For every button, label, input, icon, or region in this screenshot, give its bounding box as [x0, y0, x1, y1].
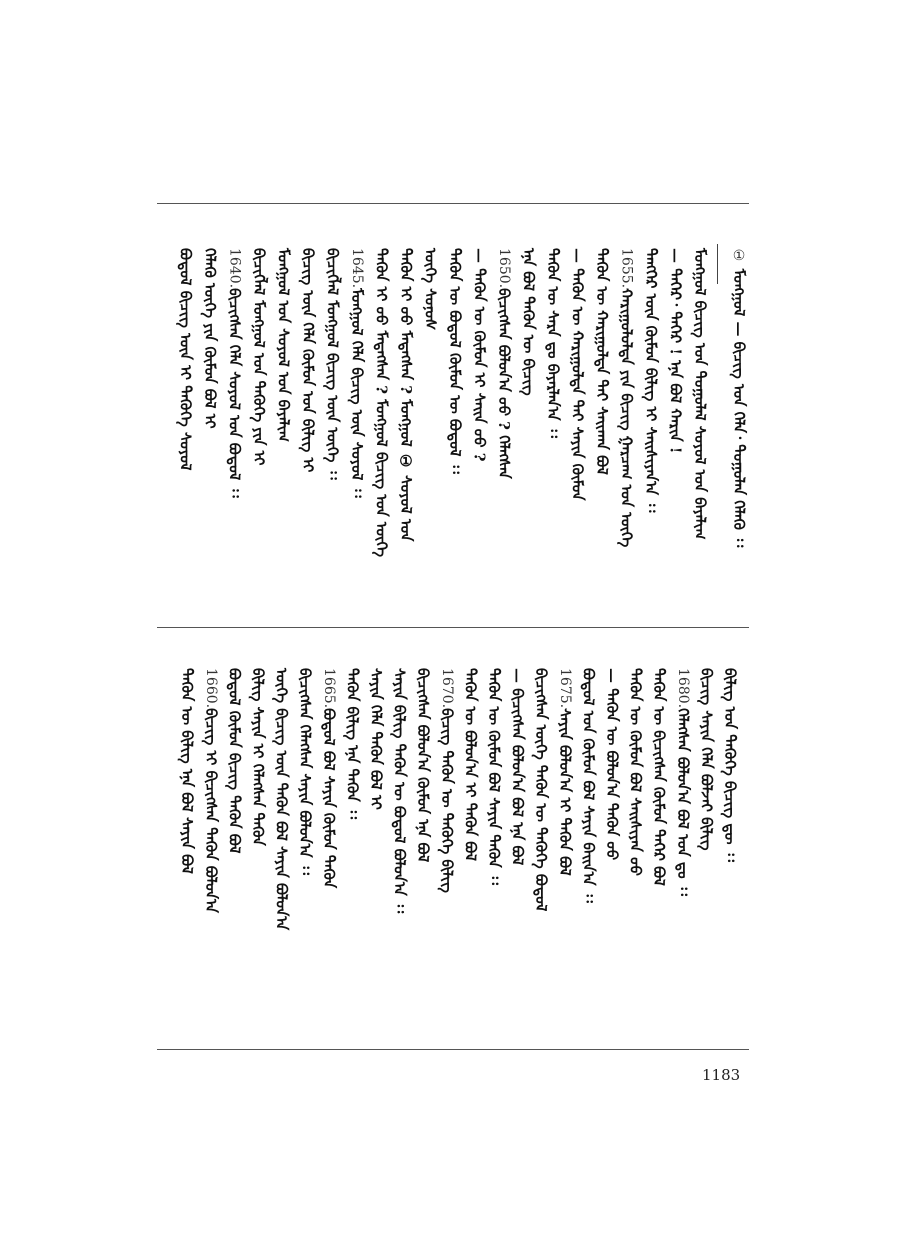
line-text: ᠦᠭᠡ ᠪᠢᠴᠢᠭ᠌ ᠦᠨ ᠲᠡᠭᠦᠨ ᠪᠣᠯ ᠰᠠᠶᠢᠨ ᠪᠣᠯᠤᠨ᠎ᠠ — [272, 668, 291, 931]
line-text: ᠪᠢᠴᠢᠭᠯᠡᠯ ᠮᠣᠩᠭᠣᠯ ᠪᠢᠴᠢᠭ᠌ ᠦᠨ ᠦᠭᠡ ᠄᠄ — [323, 248, 342, 480]
line-number: 1650. — [496, 248, 512, 289]
line-text: ᠲᠡᠭᠦᠨ ᠦ ᠬᠠᠷᠢᠭᠤᠯᠲᠠ ᠲᠠᠢ ᠰᠠᠢᠬᠠᠨ ᠪᠣᠯ — [593, 248, 611, 475]
line-number: 1680. — [674, 668, 691, 709]
text-line — [675, 668, 690, 896]
text-line — [374, 248, 389, 557]
text-line — [178, 668, 197, 874]
bottom-rule — [157, 1049, 749, 1050]
text-line — [579, 668, 598, 903]
text-line — [414, 668, 433, 863]
line-text: ᠲᠡᠭᠦᠨ ᠦ ᠪᠣᠯᠤᠨ᠎ᠠ ᠢ ᠲᠡᠭᠦᠨ ᠪᠣᠯ — [461, 668, 480, 862]
text-line — [570, 248, 585, 501]
line-text: ᠪᠢᠴᠢᠭ᠌ ᠰᠠᠶᠢᠨ ᠬᠡᠯᠡ ᠪᠣᠯᠵᠠᠢ ᠪᠢᠯᠢᠭ᠌ — [697, 668, 716, 851]
text-line — [722, 668, 737, 862]
line-text: ᠲᠡᠭᠦᠨ ᠢ ᠤᠤ ᠮᠡᠳᠡᠭᠰᠡᠨ ? ᠮᠣᠩᠭᠣᠯ ① ᠰᠣᠶᠣᠯ ᠤᠨ — [397, 248, 415, 542]
footnote — [731, 248, 746, 547]
text-line — [325, 248, 340, 480]
text-line — [643, 248, 658, 512]
line-text: ᠲᠡᠭᠦᠨ ᠪᠢᠯᠢᠭ᠌ ᠡᠨᠡ ᠲᠡᠭᠦᠨ ᠄᠄ — [343, 668, 362, 820]
text-line — [697, 668, 716, 851]
text-line — [321, 668, 336, 888]
line-text: ᠪᠢᠴᠢᠭᠰᠡᠨ ᠬᠡᠯᠡ ᠰᠣᠶᠣᠯ ᠤᠨ ᠪᠣᠳᠣᠯ ᠄᠄ — [225, 288, 244, 498]
text-line — [276, 248, 291, 442]
upper-text-panel — [157, 204, 749, 627]
text-line — [650, 668, 669, 886]
text-line — [178, 248, 193, 471]
line-text: ᠪᠢᠴᠢᠭ᠌ ᠦᠨ ᠬᠡᠯᠡ ᠬᠦᠮᠦᠨ ᠤᠨ ᠪᠢᠯᠢᠭ᠌ ᠢ — [299, 248, 317, 473]
line-text: ᠪᠣᠳᠣᠯ ᠪᠢᠴᠢᠭ᠌ ᠦᠨ ᠢ ᠲᠡᠭᠦᠬᠡ ᠰᠣᠶᠣᠯ — [176, 248, 195, 471]
line-text: ᠲᠡᠩᠭᠡᠷ ᠦᠨ ᠬᠦᠮᠦᠨ ᠪᠢᠯᠢᠭ᠌ ᠢ ᠰᠠᠢᠰᠢᠶᠠᠨ᠎ᠠ ᠄᠄ — [642, 248, 660, 513]
line-text: ᠮᠣᠩᠭᠣᠯ ᠬᠡᠯᠡ ᠪᠢᠴᠢᠭ᠌ ᠦᠨ ᠰᠣᠶᠣᠯ ᠄᠄ — [348, 288, 366, 498]
text-line — [398, 248, 413, 541]
line-text: ᠰᠠᠶᠢᠨ ᠪᠣᠯᠤᠨ᠎ᠠ ᠢ ᠲᠡᠭᠦᠨ ᠪᠣᠯ — [555, 708, 574, 876]
text-line — [472, 248, 487, 461]
line-text: ᠪᠢᠴᠢᠭᠰᠡᠨ ᠦᠭᠡ ᠲᠡᠭᠦᠨ ᠦ ᠲᠡᠭᠦᠬᠡ ᠪᠣᠳᠣᠯ — [532, 668, 551, 912]
footnote-separator — [717, 244, 718, 284]
line-text: ᠮᠣᠩᠭᠣᠯ ᠪᠢᠴᠢᠭ᠌ ᠤᠨ ᠳᠤᠭᠤᠯᠠᠯ ᠰᠣᠶᠣᠯ ᠤᠨ ᠪᠠᠶᠠᠯᠢᠭ — [691, 248, 709, 540]
text-line — [545, 248, 560, 438]
text-line — [274, 668, 289, 930]
text-line — [692, 248, 707, 540]
text-line — [628, 668, 643, 876]
line-text: ᠰᠠᠶᠢᠨ ᠬᠡᠯᠡ ᠲᠡᠭᠦᠨ ᠪᠣᠯ ᠢ — [367, 668, 385, 810]
line-text: ᠪᠢᠴᠢᠭ᠌ ᠲᠡᠭᠦᠨ ᠦ ᠲᠡᠭᠦᠬᠡ ᠪᠢᠯᠢᠭ᠌ — [437, 708, 456, 893]
line-text: ᠪᠢᠯᠢᠭ᠌ ᠰᠠᠶᠢᠨ ᠢ ᠬᠡᠯᠡᠭᠰᠡᠨ ᠲᠡᠭᠦᠨ — [249, 668, 267, 846]
line-text: ᠲᠡᠭᠦᠨ ᠦ ᠰᠠᠷᠠ ᠳᠤ ᠪᠠᠶᠠᠷᠯᠠᠨ᠎ᠠ ᠄᠄ — [544, 248, 562, 438]
line-text: ᠬᠠᠷᠢᠭᠤᠯᠤᠯᠲᠠ ᠶᠢᠨ ᠪᠢᠴᠢᠭ᠌ ᠭᠠᠷᠴᠠᠭ ᠤᠨ ᠦᠭᠡ — [617, 288, 636, 548]
text-line — [510, 668, 525, 865]
line-text: — ᠲᠡᠭᠦᠨ ᠦ ᠬᠠᠷᠢᠭᠤᠯᠲᠠ ᠲᠠᠢ ᠰᠠᠶᠢᠨ ᠬᠦᠮᠦᠨ — [568, 248, 587, 501]
line-text: ᠪᠢᠴᠢᠭ᠌ ᠢ ᠪᠢᠴᠢᠭᠰᠡᠨ ᠲᠡᠭᠦᠨ ᠪᠣᠯᠤᠨ᠎ᠠ — [201, 708, 220, 913]
text-line — [227, 248, 242, 498]
line-text: — ᠲᠡᠭᠦᠨ ᠦ ᠬᠦᠮᠦᠨ ᠢ ᠰᠠᠢᠨ ᠤᠤ ? — [470, 248, 489, 462]
line-text: — ᠲᠡᠭᠡᠷ᠂ ᠲᠡᠭᠡᠷ ! ᠡᠨᠡ ᠪᠣᠯ ᠬᠠᠷᠢᠨ ! — [666, 248, 685, 454]
text-line — [203, 668, 218, 913]
line-text: ᠪᠢᠴᠢᠭᠯᠡᠯ ᠮᠣᠩᠭᠣᠯ ᠤᠨ ᠲᠡᠭᠦᠬᠡ ᠶᠢᠨ ᠢ — [250, 248, 268, 466]
line-number: 1655. — [618, 248, 635, 289]
line-number: 1665. — [320, 668, 337, 709]
text-line — [225, 668, 244, 854]
text-line — [521, 248, 536, 396]
line-text: ᠪᠣᠳᠣᠯ ᠪᠣᠯ ᠰᠠᠶᠢᠨ ᠬᠦᠮᠦᠨ ᠲᠡᠭᠦᠨ — [319, 708, 338, 889]
line-text: ᠰᠠᠶᠢᠨ ᠪᠢᠯᠢᠭ᠌ ᠲᠡᠭᠦᠨ ᠦ ᠪᠣᠳᠣᠯ ᠪᠣᠯᠤᠨ᠎ᠠ ᠄᠄ — [390, 668, 409, 914]
line-text: — ᠲᠡᠭᠦᠨ ᠦ ᠪᠣᠯᠤᠨ᠎ᠠ ᠲᠡᠭᠦᠨ ᠤᠤ — [603, 668, 621, 861]
text-line — [619, 248, 634, 547]
line-text: ᠲᠡᠭᠦᠨ ᠦ ᠪᠢᠯᠢᠭ᠌ ᠡᠨᠡ ᠪᠣᠯ ᠰᠠᠶᠢᠨ ᠪᠣᠯ — [178, 668, 197, 874]
text-line — [202, 248, 217, 429]
text-line — [423, 248, 438, 330]
text-line — [461, 668, 480, 862]
lower-text-panel — [157, 628, 749, 1049]
line-text: — ᠪᠢᠴᠢᠭᠰᠡᠨ ᠪᠣᠯᠤᠨ᠎ᠠ ᠪᠣᠯ ᠡᠨᠡ ᠪᠣᠯ — [508, 668, 527, 866]
line-text: ᠬᠡᠯᠡᠬᠦ ᠦᠭᠡ ᠶᠢᠨ ᠬᠦᠮᠦᠨ ᠪᠣᠯ ᠢ — [201, 248, 219, 429]
footnote-marker: ① — [731, 248, 747, 264]
text-line — [300, 248, 315, 472]
line-number: 1675. — [556, 668, 573, 709]
line-number: 1670. — [438, 668, 455, 709]
line-text: ᠲᠡᠭᠦᠨ ᠢ ᠤᠤ ᠮᠡᠳᠡᠭᠰᠡᠨ ? ᠮᠣᠩᠭᠣᠯ ᠪᠢᠴᠢᠭ᠌ ᠤᠨ ᠦᠭᠡ — [372, 248, 391, 557]
text-line — [343, 668, 362, 820]
line-text: ᠪᠢᠴᠢᠭᠰᠡᠨ ᠬᠡᠯᠡᠭᠰᠡᠨ ᠰᠠᠶᠢᠨ ᠪᠣᠯᠤᠨ᠎ᠠ ᠄᠄ — [296, 668, 315, 875]
text-line — [557, 668, 572, 876]
line-text: ᠪᠢᠯᠢᠭ᠌ ᠤᠨ ᠲᠡᠭᠦᠬᠡ ᠪᠢᠴᠢᠭ᠌ ᠳᠦ ᠄᠄ — [721, 668, 739, 862]
text-line — [296, 668, 315, 875]
line-text: ᠲᠡᠭᠦᠨ ᠦ ᠬᠦᠮᠦᠨ ᠪᠣᠯ ᠰᠠᠶᠢᠨ ᠲᠡᠭᠦᠨ ᠄᠄ — [485, 668, 503, 885]
footnote-text: ᠮᠣᠩᠭᠣᠯ — ᠪᠢᠴᠢᠭ᠌ ᠤᠨ ᠬᠡᠯᠡ᠂ ᠳᠤᠭᠤᠯᠠᠨ ᠬᠡᠯᠡᠬᠦ ᠄᠄ — [730, 268, 748, 548]
line-text: ᠲᠡᠭᠦᠨ ᠦ ᠬᠦᠮᠦᠨ ᠪᠣᠯ ᠰᠠᠢᠰᠢᠶᠠᠨ ᠤᠤ — [626, 668, 645, 876]
page-number: 1183 — [702, 1066, 741, 1084]
line-text: ᠲᠡᠭᠦᠨ ᠦ ᠪᠢᠴᠢᠭᠰᠡᠨ ᠬᠦᠮᠦᠨ ᠲᠡᠭᠡᠷ ᠪᠣᠯ — [650, 668, 669, 886]
text-line — [250, 668, 265, 846]
text-line — [447, 248, 462, 474]
text-line — [349, 248, 364, 498]
text-line — [251, 248, 266, 466]
line-text: ᠪᠣᠳᠣᠯ ᠬᠦᠮᠦᠨ ᠪᠢᠴᠢᠭ᠌ ᠲᠡᠭᠦᠨ ᠪᠣᠯ — [225, 668, 244, 854]
text-line — [668, 248, 683, 454]
line-text: ᠪᠣᠳᠣᠯ ᠤᠨ ᠬᠦᠮᠦᠨ ᠪᠣᠯ ᠰᠠᠶᠢᠨ ᠪᠠᠢᠨ᠎ᠠ ᠄᠄ — [579, 668, 598, 903]
text-line — [368, 668, 383, 810]
line-text: ᠪᠢᠴᠢᠭᠰᠡᠨ ᠪᠣᠯᠤᠨ᠎ᠠ ᠤᠤ ? ᠬᠡᠯᠡᠭᠰᠡᠨ — [495, 288, 513, 479]
line-number: 1640. — [226, 248, 243, 289]
line-number: 1660. — [202, 668, 219, 709]
text-line — [392, 668, 407, 913]
line-text: ᠦᠭᠡ ᠰᠣᠨᠣᠰ — [421, 248, 440, 331]
line-text: ᠡᠨᠡ ᠪᠣᠯ ᠲᠡᠭᠦᠨ ᠦ ᠪᠢᠴᠢᠭ᠌ — [519, 248, 538, 396]
line-text: ᠮᠣᠩᠭᠣᠯ ᠤᠨ ᠰᠣᠶᠣᠯ ᠤᠨ ᠪᠠᠶᠠᠯᠢᠭ — [274, 248, 293, 442]
text-line — [486, 668, 501, 885]
line-text: ᠲᠡᠭᠦᠨ ᠦ ᠪᠣᠳᠣᠯ ᠬᠦᠮᠦᠨ ᠦ ᠪᠣᠳᠣᠯ ᠄᠄ — [446, 248, 464, 474]
line-text: ᠬᠡᠯᠡᠭᠰᠡᠨ ᠪᠣᠯᠤᠨ᠎ᠠ ᠪᠣᠯ ᠤᠨ ᠳᠤ ᠄᠄ — [673, 708, 692, 896]
text-line — [496, 248, 511, 479]
text-line — [604, 668, 619, 860]
line-number: 1645. — [349, 248, 365, 289]
text-line — [532, 668, 551, 912]
text-line — [439, 668, 454, 893]
line-text: ᠪᠢᠴᠢᠭᠰᠡᠨ ᠪᠣᠯᠤᠨ᠎ᠠ ᠬᠦᠮᠦᠨ ᠡᠨᠡ ᠪᠣᠯ — [414, 668, 433, 863]
text-line — [594, 248, 609, 475]
